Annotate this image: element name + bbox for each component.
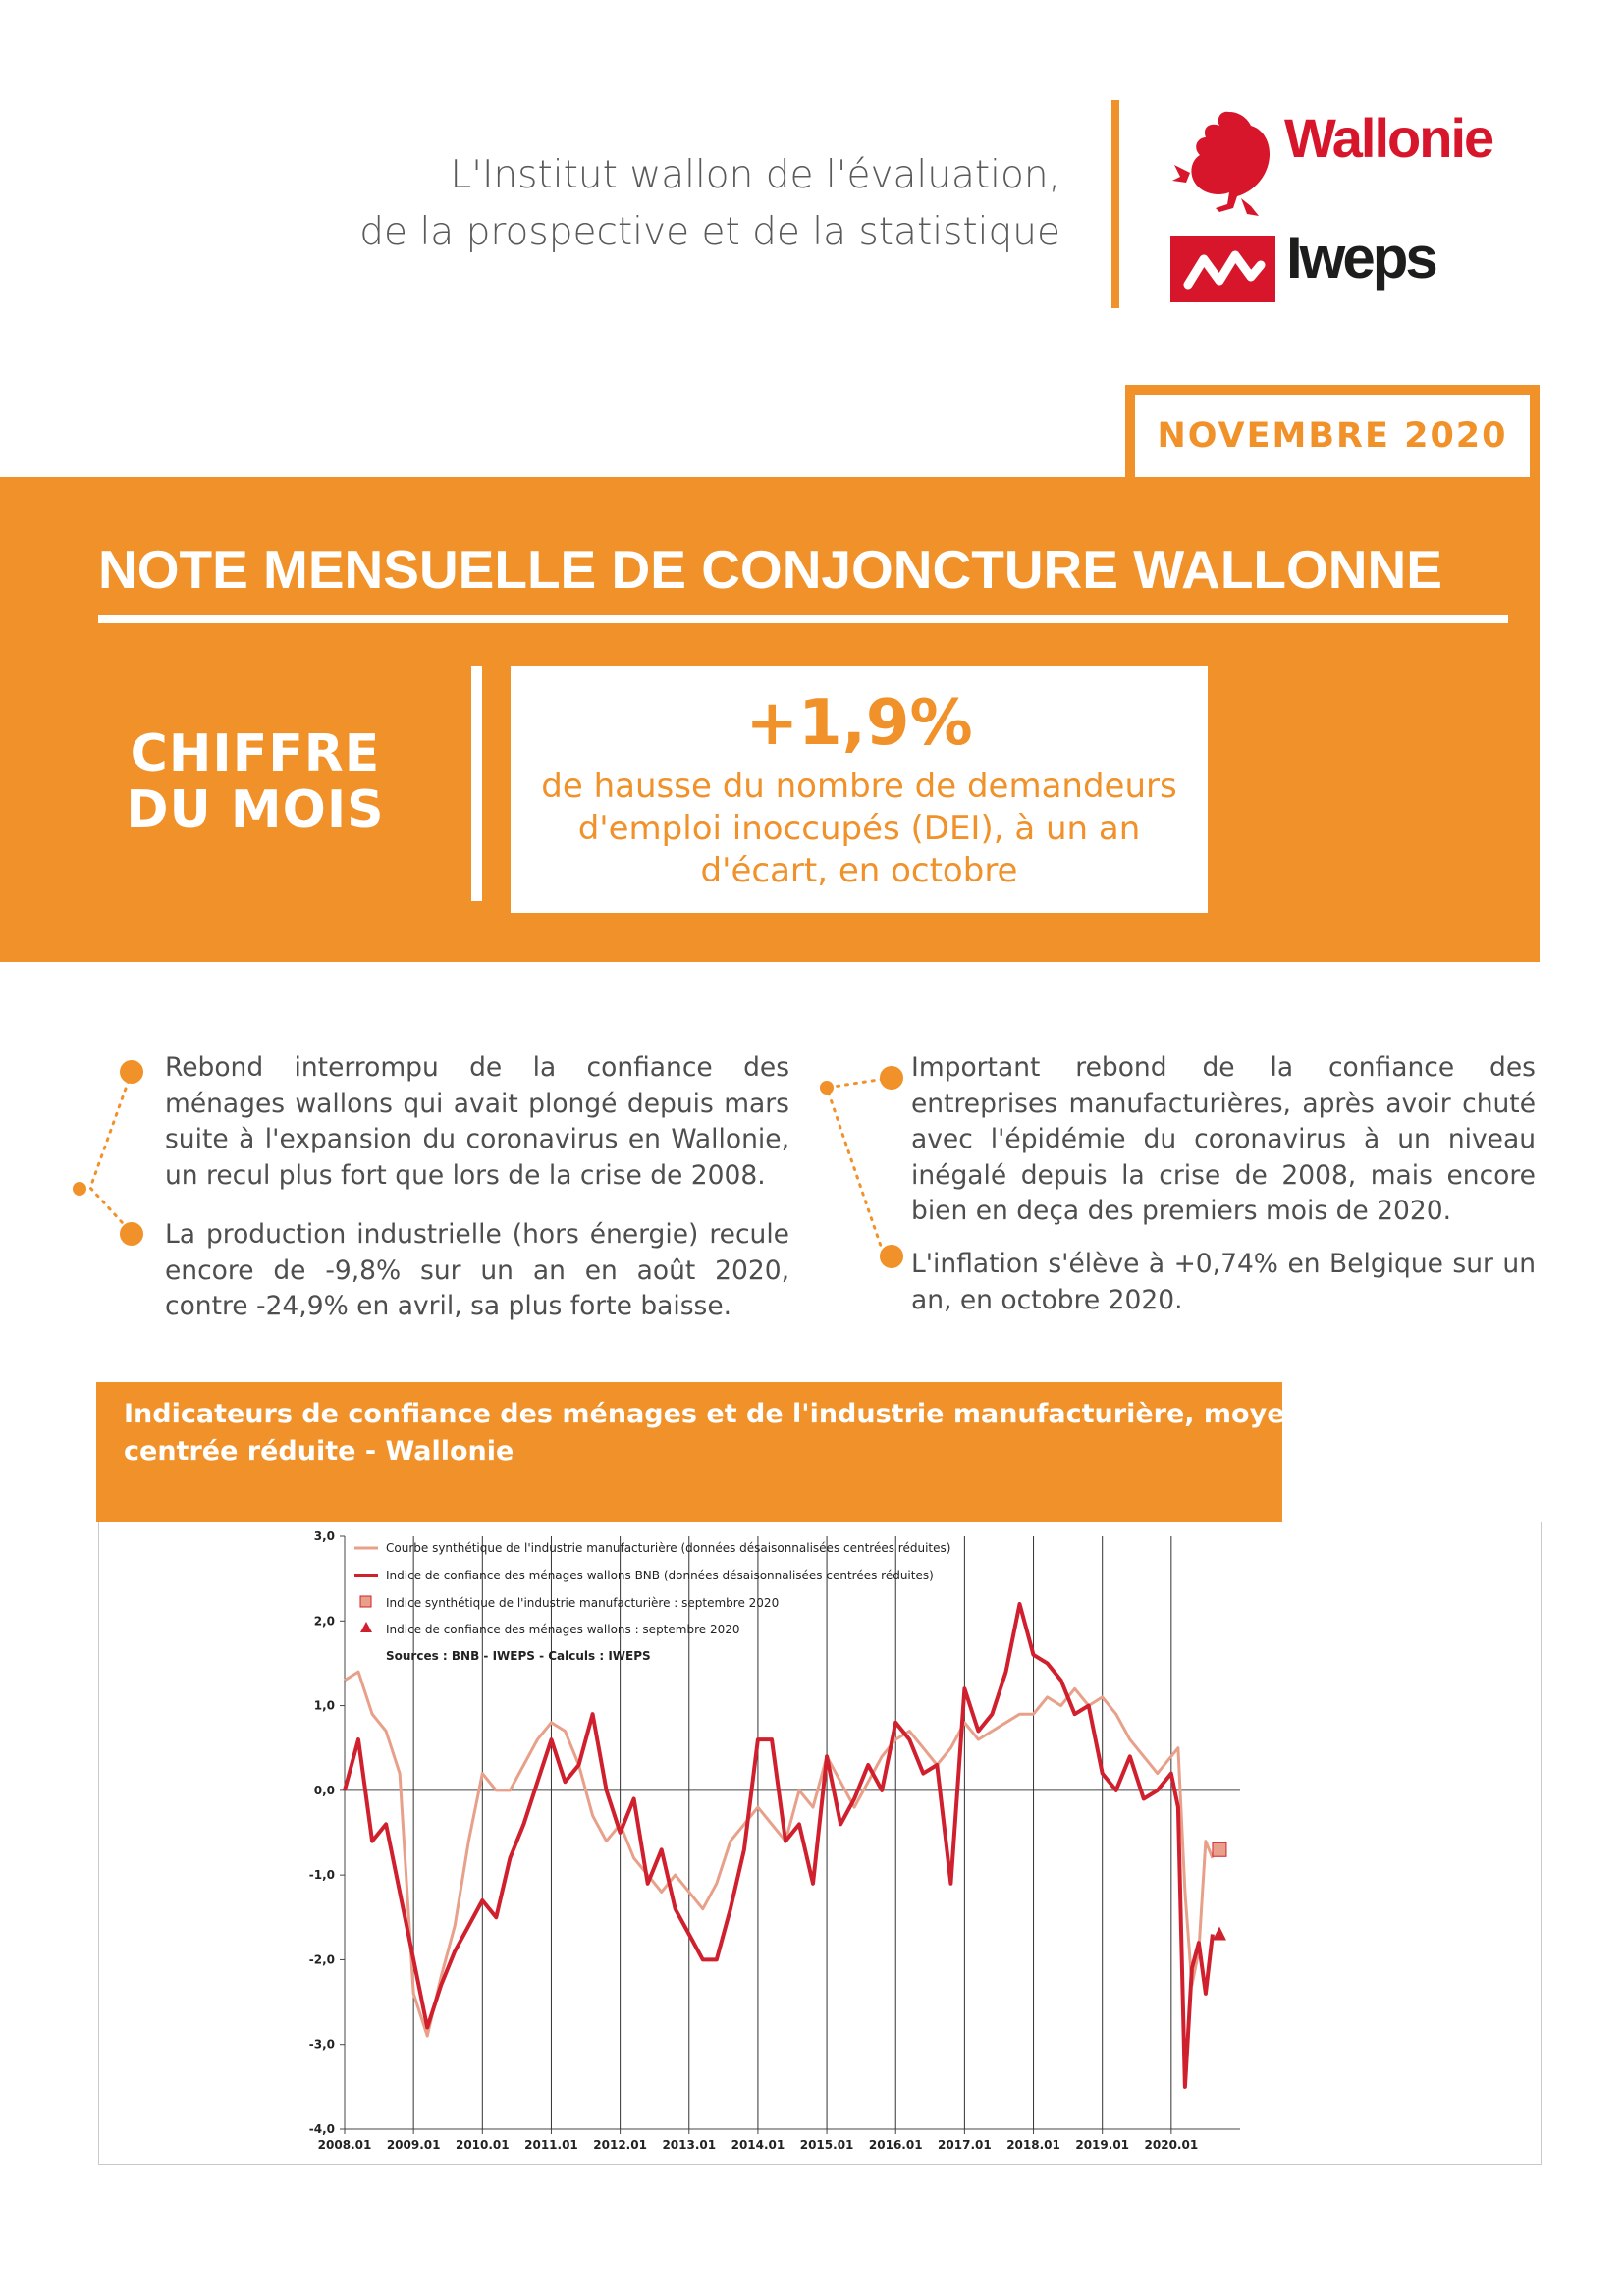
chiffre-separator <box>471 666 482 901</box>
chart-y-tick-label: -1,0 <box>308 1868 335 1883</box>
chart-x-tick-label: 2018.01 <box>1006 2138 1060 2152</box>
bullet-dot-left-1 <box>120 1060 143 1084</box>
bullet-right-2-text: L'inflation s'élève à +0,74% en Belgique sur un an, en octobre 2020. <box>911 1249 1536 1315</box>
figure-description <box>511 766 1208 892</box>
bullet-dot-right-2 <box>880 1245 903 1268</box>
chiffre-label-line-1: CHIFFRE <box>130 724 381 783</box>
bullet-left-1-text: Rebond interrompu de la confiance des ménages wallons qui avait plongé depuis mars suite à l'expansion du coronavirus en Wallonie, un recul plus fort que lors de la crise de 2008. <box>165 1052 789 1191</box>
chart-frame <box>98 1522 1542 2165</box>
chart-x-tick-label: 2012.01 <box>593 2138 647 2152</box>
bullet-right-1-text: Important rebond de la confiance des entreprises manufacturières, après avoir chuté avec l'épidémie du coronavirus à un niveau inégalé depuis la crise de 2008, mais encore bien en deça des premiers mois de 2020. <box>911 1052 1536 1226</box>
bullet-left-1 <box>165 1050 789 1194</box>
chart-title-line-2: centrée réduite - Wallonie <box>124 1436 514 1467</box>
figure-value: +1,9% <box>745 687 973 760</box>
chart-y-tick-label: -3,0 <box>308 2037 335 2052</box>
institute-line-2: de la prospective et de la statistique <box>359 210 1060 254</box>
chart-x-tick-label: 2009.01 <box>386 2138 441 2152</box>
iweps-zigzag-icon <box>1170 236 1275 302</box>
chart-x-tick-label: 2015.01 <box>799 2138 854 2152</box>
month-label: NOVEMBRE 2020 <box>1135 395 1530 477</box>
title-underline <box>98 615 1508 623</box>
chart-x-tick-label: 2014.01 <box>731 2138 785 2152</box>
chart-x-tick-label: 2008.01 <box>317 2138 372 2152</box>
figure-desc-line-2: d'emploi inoccupés (DEI), à un an <box>577 809 1141 848</box>
wallonie-rooster-icon <box>1170 104 1278 222</box>
bullet-dot-right-mid <box>820 1081 834 1095</box>
chart-marker-households <box>1213 1927 1226 1941</box>
figure-desc-line-3: d'écart, en octobre <box>700 851 1018 890</box>
chart-title <box>124 1396 1341 1470</box>
legend-swatch-households-marker <box>360 1622 372 1632</box>
chart-y-tick-label: 1,0 <box>313 1698 335 1713</box>
bullet-right-2 <box>911 1247 1536 1318</box>
figure-desc-line-1: de hausse du nombre de demandeurs <box>541 767 1177 806</box>
chart-series-line-2 <box>345 1604 1213 2087</box>
chart-y-tick-label: -2,0 <box>308 1952 335 1967</box>
chart-x-tick-label: 2013.01 <box>662 2138 717 2152</box>
chiffre-du-mois-label <box>118 726 393 838</box>
page-title: NOTE MENSUELLE DE CONJONCTURE WALLONNE <box>98 539 1442 600</box>
chart-x-tick-label: 2017.01 <box>938 2138 992 2152</box>
chart-y-tick-label: 3,0 <box>313 1529 335 1543</box>
bullet-dot-left-2 <box>120 1222 143 1246</box>
legend-entry: Indice de confiance des ménages wallons : septembre 2020 <box>386 1623 740 1636</box>
chart-x-tick-label: 2010.01 <box>455 2138 510 2152</box>
wallonie-logo-text: Wallonie <box>1284 107 1493 169</box>
chart-x-tick-label: 2011.01 <box>524 2138 578 2152</box>
legend-swatch-industry-marker <box>360 1596 371 1607</box>
chiffre-label-line-2: DU MOIS <box>126 780 385 839</box>
iweps-logo-text: Iweps <box>1286 225 1435 291</box>
institute-tagline <box>295 147 1060 261</box>
bullet-dot-left-mid <box>73 1182 86 1196</box>
legend-entry: Courbe synthétique de l'industrie manufacturière (données désaisonnalisées centrées réduites) <box>386 1541 951 1555</box>
chart-title-line-1: Indicateurs de confiance des ménages et de l'industrie manufacturière, moyenne <box>124 1399 1341 1429</box>
chart-y-tick-label: 0,0 <box>313 1783 335 1797</box>
chart-series-line-1 <box>345 1672 1213 2036</box>
header-separator <box>1111 100 1119 308</box>
bullet-dot-right-1 <box>880 1066 903 1090</box>
confidence-chart <box>99 1522 1541 2164</box>
chart-x-tick-label: 2019.01 <box>1075 2138 1130 2152</box>
iweps-logo-mark <box>1170 236 1275 302</box>
chart-x-tick-label: 2016.01 <box>868 2138 923 2152</box>
legend-entry: Indice synthétique de l'industrie manufacturière : septembre 2020 <box>386 1596 780 1610</box>
chart-y-tick-label: -4,0 <box>308 2122 335 2136</box>
chart-x-tick-label: 2020.01 <box>1144 2138 1199 2152</box>
legend-entry: Indice de confiance des ménages wallons BNB (données désaisonnalisées centrées réduites) <box>386 1569 934 1582</box>
chart-source: Sources : BNB - IWEPS - Calculs : IWEPS <box>386 1649 651 1663</box>
chart-y-tick-label: 2,0 <box>313 1614 335 1629</box>
institute-line-1: L'Institut wallon de l'évaluation, <box>450 153 1060 197</box>
bullet-right-1 <box>911 1050 1536 1230</box>
bullet-left-2-text: La production industrielle (hors énergie) recule encore de -9,8% sur un an en août 2020, contre -24,9% en avril, sa plus forte baisse. <box>165 1219 789 1321</box>
chart-marker-industry <box>1213 1842 1226 1856</box>
bullet-left-2 <box>165 1217 789 1325</box>
